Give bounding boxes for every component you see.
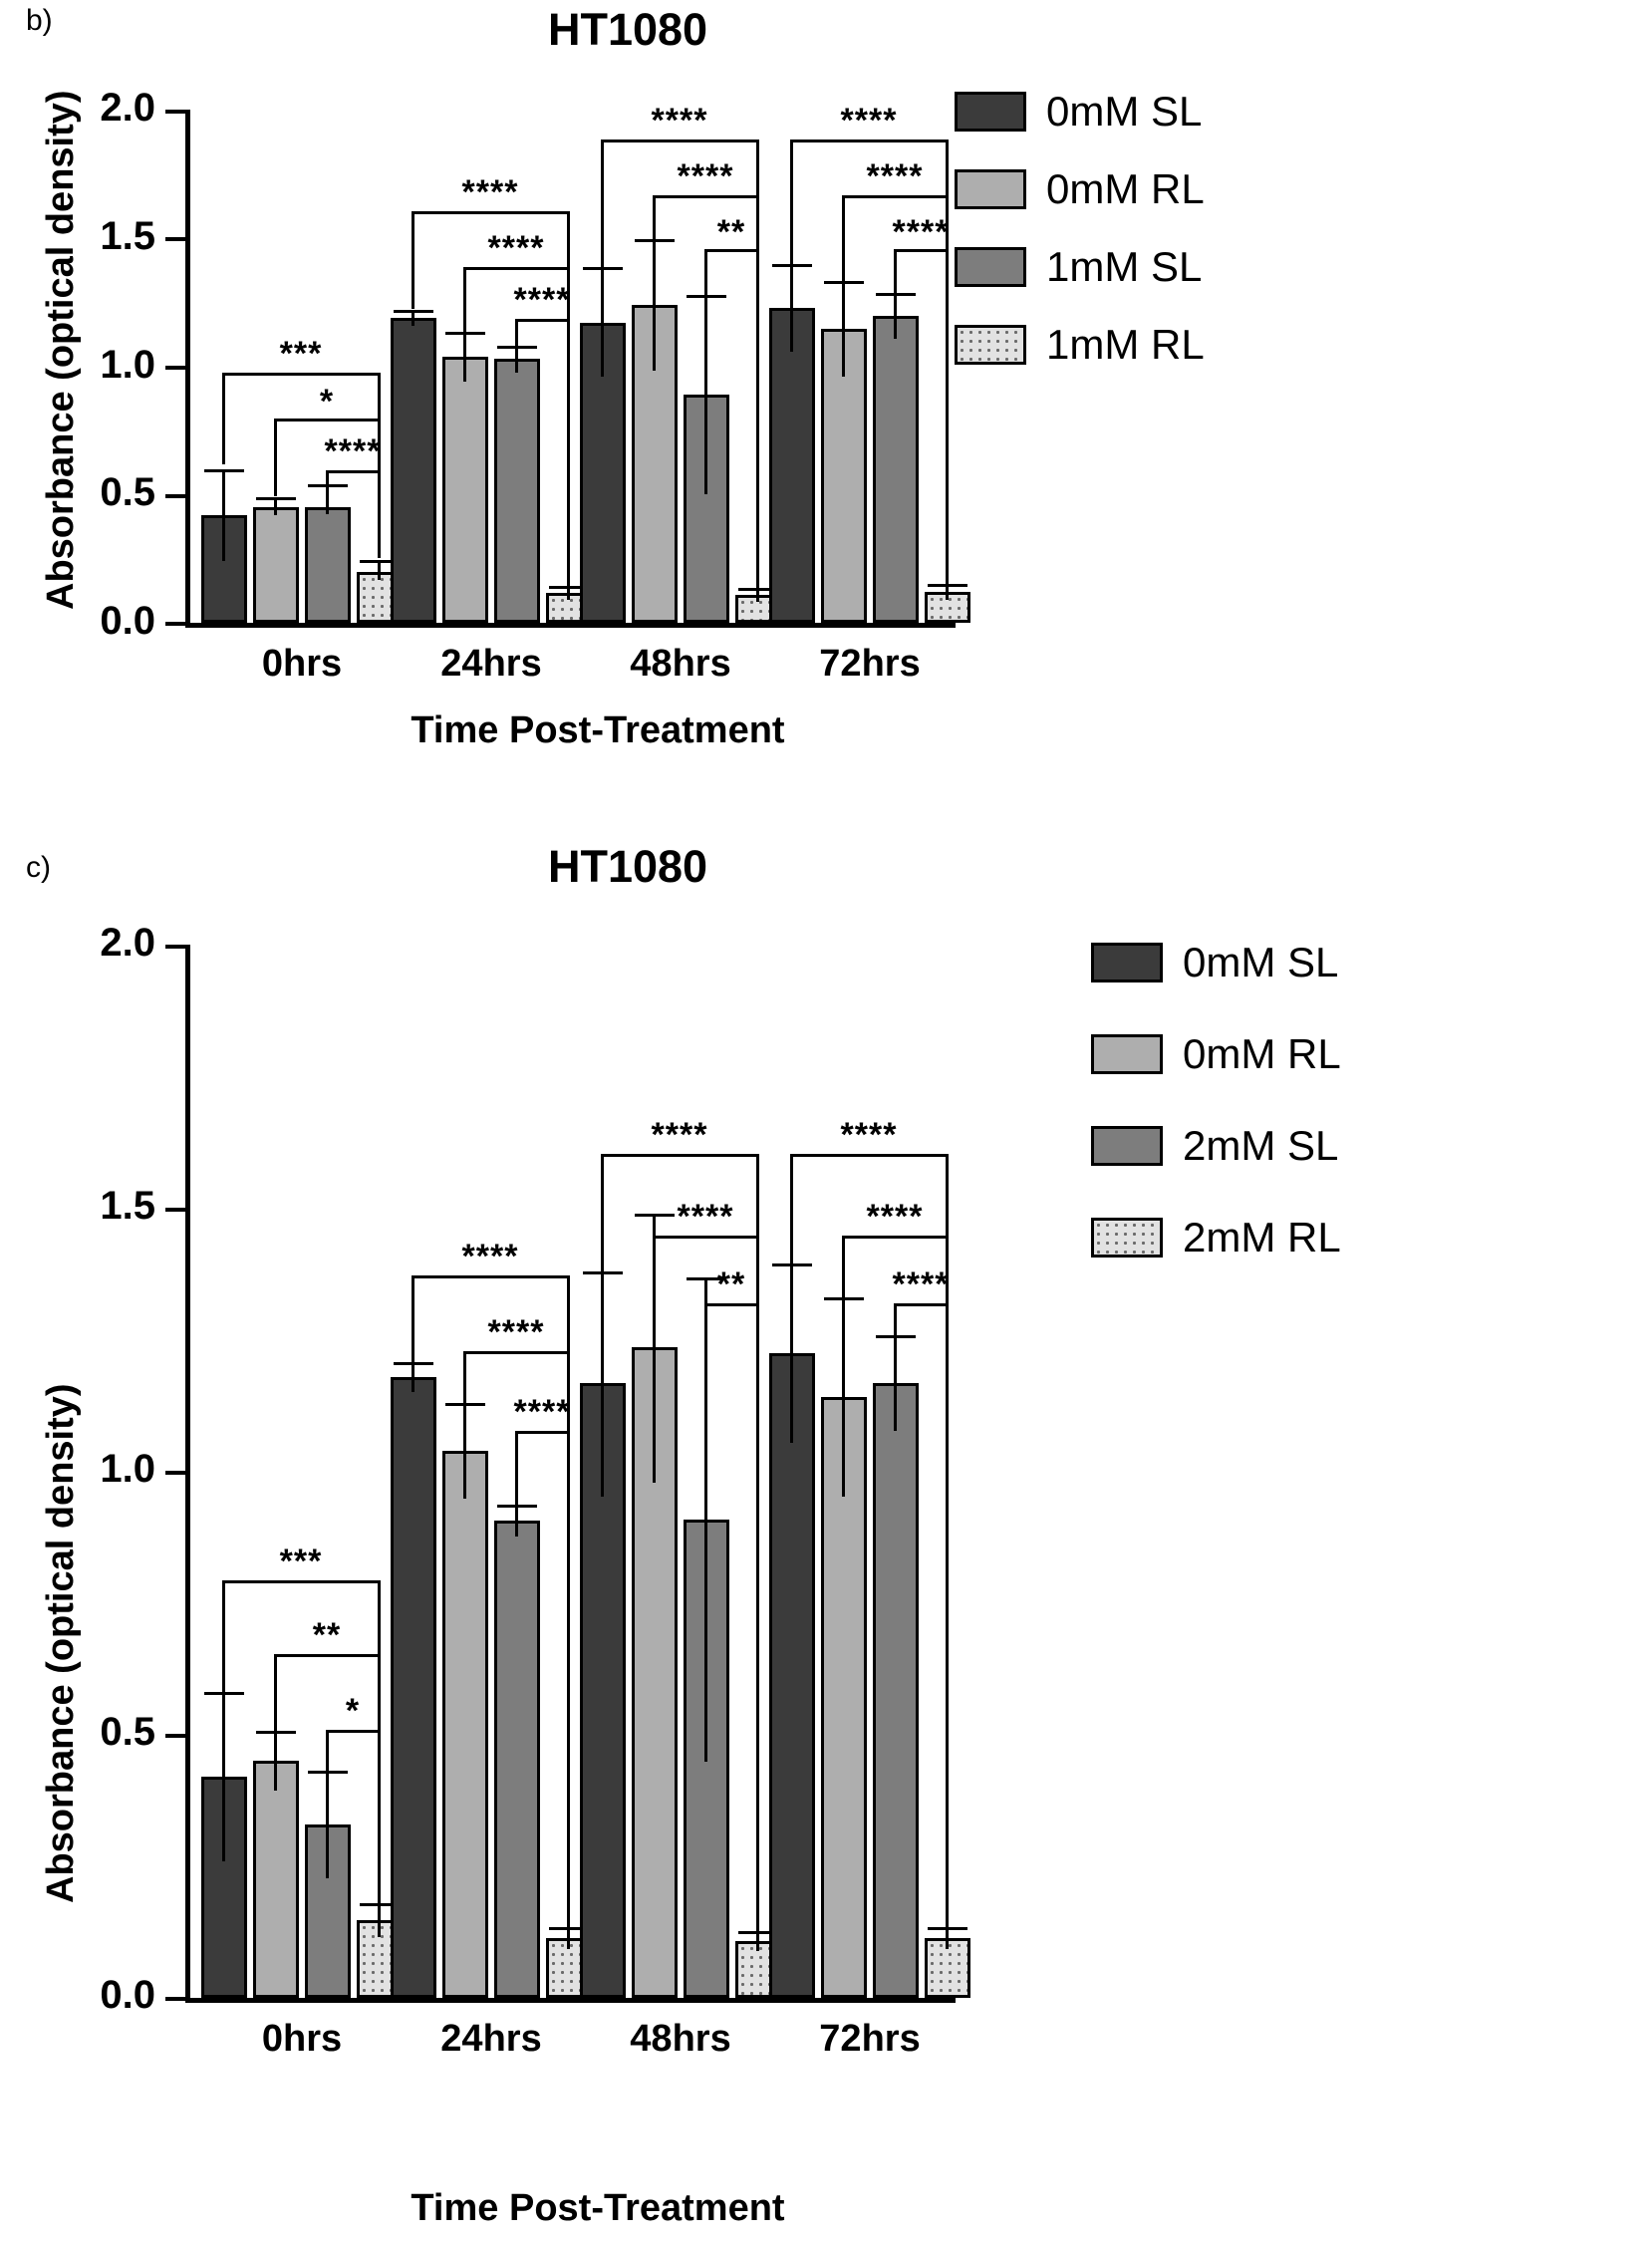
panel-b-ytick-label-0: 0.0 [100, 599, 155, 643]
errorbar-b-0hrs-1mM-SL [326, 484, 329, 514]
errorbar-b-48hrs-0mM-SL [601, 267, 604, 377]
sig-c-24hrs-3-left [515, 1431, 518, 1507]
sig-c-0hrs-3-left [326, 1730, 329, 1772]
errorbar-c-48hrs-2mM-SL [704, 1277, 707, 1762]
panel-b-ytick-1.5 [165, 237, 187, 241]
errorbar-b-72hrs-1mM-SL [894, 293, 897, 339]
panel-b-ytick-1.0 [165, 366, 187, 370]
bar-c-24hrs-0mM-RL [442, 1451, 488, 1998]
panel-c-ytick-label-0: 0.0 [100, 1973, 155, 2017]
panel-b-ytick-2.0 [165, 110, 187, 114]
panel-b-xtick-24hrs: 24hrs [440, 643, 542, 685]
panel-c-ytick-1.0 [165, 1471, 187, 1475]
legend-label-b-2: 1mM SL [1046, 243, 1203, 290]
sig-c-72hrs-2-label: **** [866, 1198, 924, 1236]
sig-c-24hrs-3-right [567, 1431, 570, 1927]
sig-b-72hrs-1-left [790, 140, 793, 265]
sig-c-0hrs-2-label: ** [312, 1616, 342, 1654]
panel-c-xtick-24hrs: 24hrs [440, 2018, 542, 2060]
sig-b-72hrs-3-left [894, 249, 897, 295]
panel-b-title: HT1080 [547, 4, 708, 55]
panel-c-xtick-72hrs: 72hrs [819, 2018, 921, 2060]
sig-c-0hrs-3-label: * [345, 1692, 361, 1730]
panel-b-ytick-label-1: 0.5 [100, 470, 155, 514]
panel-b-letter: b) [26, 4, 53, 37]
panel-c-xtick-0hrs: 0hrs [261, 2018, 343, 2060]
sig-c-72hrs-3-left [894, 1303, 897, 1337]
legend-label-c-3: 2mM RL [1183, 1214, 1341, 1261]
sig-c-24hrs-1-left [412, 1275, 414, 1365]
errorbar-c-0hrs-2mM-RL [378, 1903, 381, 1937]
sig-b-48hrs-3-left [704, 249, 707, 297]
sig-c-0hrs-1-left [222, 1580, 225, 1694]
sig-c-48hrs-3-label: ** [716, 1265, 746, 1303]
errorbar-c-48hrs-0mM-SL [601, 1271, 604, 1497]
sig-b-0hrs-1-label: *** [279, 335, 323, 373]
panel-c-xtick-48hrs: 48hrs [630, 2018, 731, 2060]
panel-c-ytick-1.5 [165, 1208, 187, 1212]
panel-b-y-axis-label: Absorbance (optical density) [40, 90, 82, 610]
panel-c [0, 837, 1652, 2241]
sig-c-72hrs-3-label: **** [892, 1265, 950, 1303]
bar-b-24hrs-0mM-RL [442, 357, 488, 623]
sig-c-0hrs-1-label: *** [279, 1542, 323, 1580]
sig-b-24hrs-3-right [567, 319, 570, 586]
legend-label-c-2: 2mM SL [1183, 1122, 1339, 1169]
legend-swatch-b-1 [955, 169, 1026, 209]
errorbar-b-48hrs-1mM-SL [704, 295, 707, 494]
sig-c-72hrs-1-left [790, 1154, 793, 1265]
errorbar-b-0hrs-1mM-RL [378, 560, 381, 580]
sig-c-48hrs-1-label: **** [651, 1116, 708, 1154]
panel-c-ytick-2.0 [165, 945, 187, 949]
panel-b-ytick-0.0 [165, 622, 187, 626]
bar-b-24hrs-0mM-SL [391, 318, 436, 623]
errorbar-c-72hrs-2mM-SL [894, 1335, 897, 1431]
errorbar-b-0hrs-0mM-SL [222, 469, 225, 561]
sig-b-48hrs-1-left [601, 140, 604, 267]
panel-c-letter: c) [26, 851, 51, 884]
bar-b-24hrs-1mM-SL [494, 359, 540, 623]
panel-c-ytick-0.5 [165, 1734, 187, 1738]
errorbar-c-48hrs-0mM-RL [653, 1214, 656, 1483]
sig-b-24hrs-1-left [412, 211, 414, 309]
errorbar-b-48hrs-0mM-RL [653, 239, 656, 371]
bar-b-72hrs-0mM-SL [769, 308, 815, 623]
legend-swatch-c-3 [1091, 1218, 1163, 1258]
errorbar-b-72hrs-0mM-SL [790, 264, 793, 352]
sig-c-0hrs-3-right [378, 1730, 381, 1905]
errorbar-c-0hrs-0mM-RL [274, 1731, 277, 1791]
sig-b-24hrs-3-left [515, 319, 518, 347]
errorbar-c-24hrs-0mM-SL [412, 1362, 414, 1392]
panel-c-x-axis [185, 1998, 956, 2003]
sig-b-0hrs-3-label: **** [324, 432, 382, 470]
bar-c-0hrs-0mM-RL [253, 1761, 299, 1998]
errorbar-c-0hrs-0mM-SL [222, 1692, 225, 1861]
legend-label-c-1: 0mM RL [1183, 1030, 1341, 1077]
panel-c-ytick-label-3: 1.5 [100, 1184, 155, 1228]
bar-c-24hrs-0mM-SL [391, 1377, 436, 1998]
errorcap-b-24hrs-0mM-SL [394, 310, 433, 313]
legend-swatch-b-2 [955, 247, 1026, 287]
panel-b-xtick-48hrs: 48hrs [630, 643, 731, 685]
sig-c-72hrs-1-label: **** [840, 1116, 898, 1154]
sig-b-24hrs-3-label: **** [513, 281, 571, 319]
sig-c-48hrs-2-label: **** [677, 1198, 734, 1236]
panel-b-xtick-72hrs: 72hrs [819, 643, 921, 685]
legend-swatch-c-1 [1091, 1034, 1163, 1074]
legend-label-c-0: 0mM SL [1183, 939, 1339, 985]
sig-b-0hrs-2-label: * [319, 383, 335, 420]
bar-c-72hrs-2mM-SL [873, 1383, 919, 1998]
bar-c-72hrs-0mM-SL [769, 1353, 815, 1998]
sig-b-24hrs-2-label: **** [487, 229, 545, 267]
legend-swatch-c-0 [1091, 943, 1163, 982]
bar-b-0hrs-0mM-RL [253, 507, 299, 623]
sig-c-24hrs-1-label: **** [461, 1238, 519, 1275]
bar-b-72hrs-1mM-SL [873, 316, 919, 623]
errorcap-b-72hrs-0mM-RL [824, 281, 864, 284]
sig-b-72hrs-2-label: **** [866, 157, 924, 195]
sig-b-72hrs-3-label: **** [892, 213, 950, 251]
errorcap-b-0hrs-0mM-RL [256, 497, 296, 500]
panel-c-y-axis-label: Absorbance (optical density) [40, 1383, 82, 1903]
errorbar-c-48hrs-2mM-RL [756, 1931, 759, 1951]
panel-b-x-axis [185, 623, 956, 628]
legend-swatch-b-0 [955, 92, 1026, 132]
bar-b-0hrs-1mM-SL [305, 507, 351, 623]
panel-b [0, 0, 1652, 827]
errorcap-b-48hrs-0mM-SL [583, 267, 623, 270]
panel-c-title: HT1080 [547, 841, 708, 892]
legend-label-b-0: 0mM SL [1046, 88, 1203, 135]
panel-c-ytick-label-1: 0.5 [100, 1710, 155, 1754]
panel-b-ytick-0.5 [165, 494, 187, 498]
panel-b-x-axis-label: Time Post-Treatment [411, 709, 785, 751]
errorcap-b-0hrs-0mM-SL [204, 469, 244, 472]
sig-c-24hrs-2-label: **** [487, 1313, 545, 1351]
errorbar-c-24hrs-2mM-RL [567, 1927, 570, 1949]
panel-c-x-axis-label: Time Post-Treatment [411, 2187, 785, 2229]
sig-c-24hrs-3-label: **** [513, 1393, 571, 1431]
errorbar-c-72hrs-0mM-RL [842, 1297, 845, 1497]
sig-b-24hrs-1-label: **** [461, 173, 519, 211]
sig-b-48hrs-3-label: ** [716, 213, 746, 251]
sig-b-72hrs-1-label: **** [840, 102, 898, 140]
panel-c-ytick-label-4: 2.0 [100, 921, 155, 965]
errorbar-b-72hrs-0mM-RL [842, 281, 845, 377]
panel-b-ytick-label-2: 1.0 [100, 343, 155, 387]
panel-b-ytick-label-4: 2.0 [100, 86, 155, 130]
panel-c-ytick-label-2: 1.0 [100, 1447, 155, 1491]
errorbar-b-24hrs-0mM-RL [463, 332, 466, 382]
errorbar-c-0hrs-2mM-SL [326, 1771, 329, 1878]
errorbar-c-72hrs-0mM-SL [790, 1263, 793, 1443]
sig-c-48hrs-3-right [756, 1303, 759, 1931]
sig-b-48hrs-3-right [756, 249, 759, 588]
legend-label-b-1: 0mM RL [1046, 165, 1205, 212]
sig-b-0hrs-1-left [222, 373, 225, 464]
sig-b-48hrs-1-label: **** [651, 102, 708, 140]
panel-b-ytick-label-3: 1.5 [100, 214, 155, 258]
errorbar-b-24hrs-1mM-SL [515, 346, 518, 373]
bar-c-24hrs-2mM-SL [494, 1521, 540, 1998]
sig-b-0hrs-3-left [326, 470, 329, 486]
sig-b-0hrs-3-right [378, 470, 381, 558]
sig-b-72hrs-3-right [946, 249, 949, 586]
sig-c-72hrs-3-right [946, 1303, 949, 1929]
panel-c-ytick-0.0 [165, 1997, 187, 2001]
errorbar-c-72hrs-2mM-RL [946, 1927, 949, 1949]
legend-swatch-b-3 [955, 325, 1026, 365]
errorbar-c-24hrs-2mM-SL [515, 1505, 518, 1537]
panel-b-xtick-0hrs: 0hrs [261, 643, 343, 685]
legend-label-b-3: 1mM RL [1046, 321, 1205, 368]
legend-swatch-c-2 [1091, 1126, 1163, 1166]
sig-b-48hrs-2-label: **** [677, 157, 734, 195]
sig-c-48hrs-1-left [601, 1154, 604, 1273]
